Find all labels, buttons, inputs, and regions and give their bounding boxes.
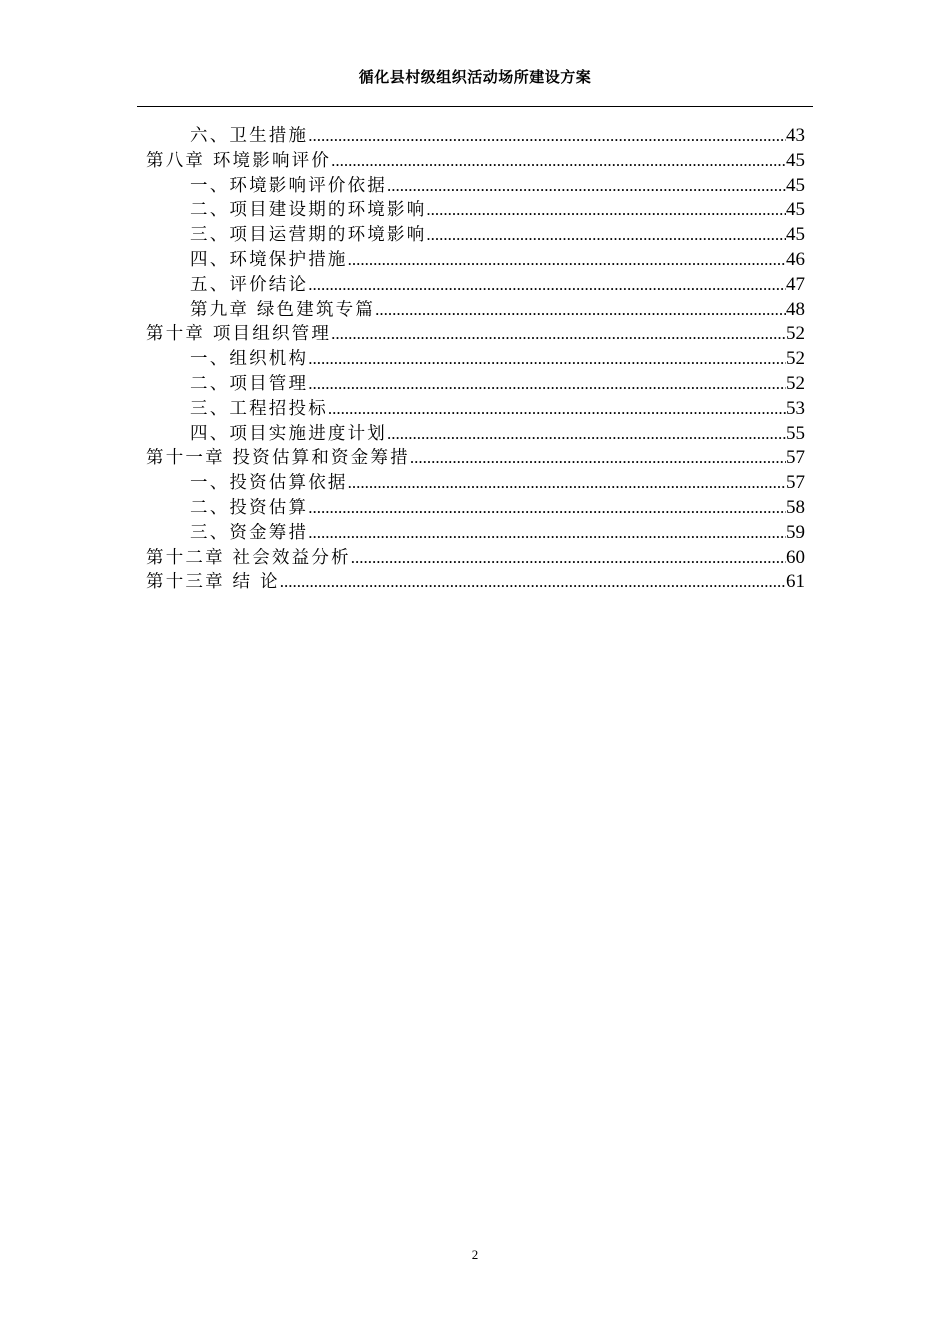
- toc-entry-label: 一、组织机构: [190, 349, 309, 370]
- toc-entry[interactable]: [146, 223, 805, 248]
- toc-entry-page: 45: [786, 149, 805, 171]
- toc-entry-label: 三、工程招投标: [190, 398, 328, 419]
- toc-entry[interactable]: [146, 322, 805, 347]
- toc-entry-label: 第八章 环境影响评价: [146, 150, 332, 171]
- toc-entry[interactable]: [146, 372, 805, 397]
- toc-dot-leader: [351, 546, 786, 571]
- toc-entry[interactable]: [146, 570, 805, 595]
- toc-dot-leader: [348, 471, 786, 496]
- header-divider: [137, 106, 813, 107]
- toc-entry-label: 三、资金筹措: [190, 522, 309, 543]
- toc-entry-page: 47: [786, 273, 805, 295]
- toc-dot-leader: [331, 149, 786, 174]
- toc-entry[interactable]: [146, 124, 805, 149]
- toc-entry-label: 五、评价结论: [190, 274, 309, 295]
- toc-entry[interactable]: [146, 248, 805, 273]
- toc-entry-label: 四、环境保护措施: [190, 249, 348, 270]
- toc-entry-label: 一、环境影响评价依据: [190, 175, 387, 196]
- toc-entry[interactable]: [146, 174, 805, 199]
- toc-dot-leader: [387, 422, 786, 447]
- toc-entry-page: 52: [786, 372, 805, 394]
- toc-entry[interactable]: [146, 273, 805, 298]
- toc-entry-label: 二、项目管理: [190, 373, 309, 394]
- toc-dot-leader: [308, 372, 786, 397]
- toc-entry-label: 第十一章 投资估算和资金筹措: [146, 448, 410, 469]
- toc-dot-leader: [426, 223, 786, 248]
- toc-dot-leader: [426, 198, 786, 223]
- toc-entry-page: 59: [786, 521, 805, 543]
- toc-dot-leader: [410, 446, 786, 471]
- document-header-title: 循化县村级组织活动场所建设方案: [358, 68, 592, 86]
- toc-entry[interactable]: [146, 546, 805, 571]
- toc-entry-label: 三、项目运营期的环境影响: [190, 225, 427, 246]
- toc-entry[interactable]: [146, 521, 805, 546]
- toc-dot-leader: [308, 273, 786, 298]
- toc-entry-page: 46: [786, 248, 805, 270]
- toc-entry-page: 58: [786, 496, 805, 518]
- toc-entry-label: 二、投资估算: [190, 497, 309, 518]
- toc-entry-page: 57: [786, 472, 805, 494]
- toc-entry-label: 第十二章 社会效益分析: [146, 547, 351, 568]
- toc-dot-leader: [328, 397, 786, 422]
- toc-entry-page: 60: [786, 546, 805, 568]
- toc-dot-leader: [387, 174, 786, 199]
- toc-entry-page: 48: [786, 298, 805, 320]
- toc-dot-leader: [348, 248, 786, 273]
- toc-entry-page: 52: [786, 323, 805, 345]
- toc-entry[interactable]: [146, 149, 805, 174]
- toc-dot-leader: [308, 347, 786, 372]
- toc-entry-page: 45: [786, 224, 805, 246]
- toc-entry[interactable]: [146, 397, 805, 422]
- toc-entry[interactable]: [146, 422, 805, 447]
- toc-entry-page: 55: [786, 422, 805, 444]
- toc-entry[interactable]: [146, 446, 805, 471]
- toc-entry-page: 61: [786, 571, 805, 593]
- page-number: 2: [471, 1247, 479, 1262]
- table-of-contents: [146, 124, 805, 595]
- toc-dot-leader: [331, 322, 786, 347]
- toc-entry[interactable]: [146, 198, 805, 223]
- toc-entry-label: 六、卫生措施: [190, 126, 309, 146]
- toc-entry-page: 45: [786, 174, 805, 196]
- toc-entry-label: 四、项目实施进度计划: [190, 423, 387, 444]
- toc-entry-label: 第九章 绿色建筑专篇: [190, 299, 376, 320]
- toc-entry-page: 57: [786, 447, 805, 469]
- toc-entry-page: 43: [786, 125, 805, 146]
- toc-dot-leader: [308, 496, 786, 521]
- toc-dot-leader: [308, 124, 786, 149]
- toc-entry-label: 第十三章 结 论: [146, 572, 280, 593]
- toc-entry-page: 52: [786, 348, 805, 370]
- toc-entry-page: 53: [786, 397, 805, 419]
- toc-entry[interactable]: [146, 496, 805, 521]
- toc-entry[interactable]: [146, 347, 805, 372]
- toc-dot-leader: [308, 521, 786, 546]
- toc-dot-leader: [375, 298, 786, 323]
- toc-entry-label: 第十章 项目组织管理: [146, 324, 332, 345]
- toc-entry[interactable]: [146, 298, 805, 323]
- toc-entry-label: 二、项目建设期的环境影响: [190, 200, 427, 221]
- toc-dot-leader: [280, 570, 786, 595]
- toc-entry[interactable]: [146, 471, 805, 496]
- toc-entry-label: 一、投资估算依据: [190, 473, 348, 494]
- toc-entry-page: 45: [786, 199, 805, 221]
